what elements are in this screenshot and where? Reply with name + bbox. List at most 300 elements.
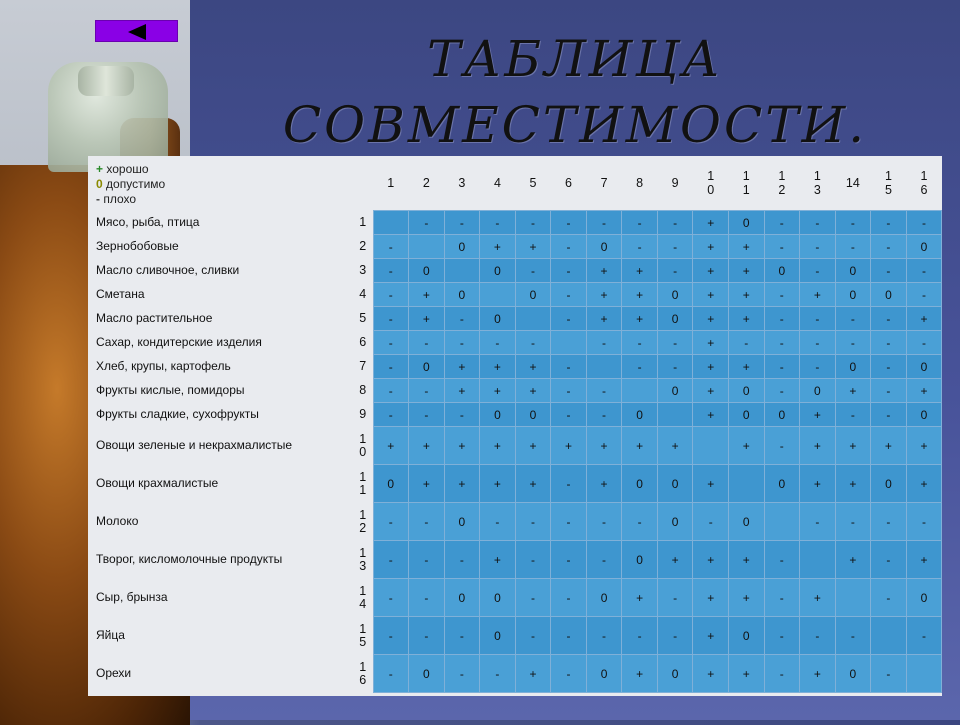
compatibility-cell: + bbox=[728, 235, 764, 259]
row-product-name: Хлеб, крупы, картофель bbox=[96, 359, 231, 373]
legend-item-good: + хорошо bbox=[96, 162, 149, 176]
compatibility-cell: + bbox=[835, 427, 871, 465]
row-product-name: Зернобобовые bbox=[96, 239, 179, 253]
compatibility-cell: - bbox=[551, 579, 587, 617]
compatibility-cell: - bbox=[444, 331, 480, 355]
compatibility-cell bbox=[515, 307, 551, 331]
table-row bbox=[88, 307, 942, 331]
compatibility-cell: + bbox=[586, 465, 622, 503]
compatibility-cell: 0 bbox=[409, 259, 445, 283]
compatibility-cell: - bbox=[622, 355, 658, 379]
row-number: 7 bbox=[359, 359, 367, 373]
compatibility-cell: - bbox=[586, 617, 622, 655]
compatibility-cell: - bbox=[373, 403, 409, 427]
compatibility-cell: - bbox=[764, 307, 800, 331]
row-number: 6 bbox=[359, 335, 367, 349]
compatibility-cell: - bbox=[551, 211, 587, 235]
compatibility-cell: - bbox=[480, 331, 516, 355]
compatibility-cell: + bbox=[693, 331, 729, 355]
compatibility-cell: - bbox=[409, 331, 445, 355]
compatibility-cell: - bbox=[409, 379, 445, 403]
back-button[interactable] bbox=[95, 20, 178, 42]
column-header-1: 1 bbox=[387, 176, 395, 190]
legend-item-acceptable: 0 допустимо bbox=[96, 177, 166, 191]
compatibility-cell: - bbox=[764, 427, 800, 465]
compatibility-cell: 0 bbox=[871, 283, 907, 307]
compatibility-cell: - bbox=[871, 503, 907, 541]
compatibility-cell: - bbox=[586, 403, 622, 427]
compatibility-cell: - bbox=[515, 617, 551, 655]
compatibility-cell: + bbox=[480, 427, 516, 465]
compatibility-cell: 0 bbox=[480, 307, 516, 331]
legend bbox=[96, 162, 165, 207]
compatibility-cell: - bbox=[480, 655, 516, 693]
compatibility-cell: - bbox=[657, 259, 693, 283]
row-product-name: Сметана bbox=[96, 287, 145, 301]
compatibility-cell: - bbox=[551, 655, 587, 693]
compatibility-cell: + bbox=[693, 259, 729, 283]
compatibility-cell bbox=[871, 617, 907, 655]
compatibility-table-panel bbox=[88, 156, 942, 696]
row-product-name: Масло растительное bbox=[96, 311, 213, 325]
row-number: 1 1 bbox=[359, 469, 367, 497]
compatibility-cell bbox=[444, 259, 480, 283]
column-header-7: 7 bbox=[600, 176, 608, 190]
compatibility-cell: + bbox=[693, 355, 729, 379]
arrow-left-icon bbox=[128, 24, 146, 40]
compatibility-cell: - bbox=[515, 579, 551, 617]
compatibility-cell: - bbox=[551, 541, 587, 579]
compatibility-cell: - bbox=[764, 235, 800, 259]
compatibility-cell: - bbox=[800, 331, 836, 355]
compatibility-cell: - bbox=[622, 211, 658, 235]
table-row bbox=[88, 259, 942, 283]
compatibility-cell: - bbox=[444, 211, 480, 235]
compatibility-cell: + bbox=[835, 541, 871, 579]
column-header-12: 1 2 bbox=[778, 169, 786, 197]
row-number: 8 bbox=[359, 383, 367, 397]
table-row bbox=[88, 465, 942, 503]
compatibility-cell: 0 bbox=[871, 465, 907, 503]
compatibility-cell: + bbox=[586, 307, 622, 331]
compatibility-cell: - bbox=[657, 211, 693, 235]
compatibility-cell: 0 bbox=[728, 617, 764, 655]
compatibility-cell: + bbox=[551, 427, 587, 465]
compatibility-cell: + bbox=[728, 541, 764, 579]
compatibility-cell: - bbox=[764, 283, 800, 307]
compatibility-cell: + bbox=[586, 259, 622, 283]
row-number: 4 bbox=[359, 287, 367, 301]
compatibility-cell: - bbox=[444, 541, 480, 579]
compatibility-cell: - bbox=[373, 617, 409, 655]
compatibility-cell: - bbox=[657, 617, 693, 655]
compatibility-cell: 0 bbox=[728, 503, 764, 541]
compatibility-cell: 0 bbox=[515, 283, 551, 307]
table-row bbox=[88, 331, 942, 355]
compatibility-cell: + bbox=[586, 427, 622, 465]
compatibility-cell: + bbox=[444, 355, 480, 379]
compatibility-cell: - bbox=[551, 259, 587, 283]
compatibility-cell: + bbox=[622, 307, 658, 331]
table-row bbox=[88, 235, 942, 259]
compatibility-cell: - bbox=[800, 259, 836, 283]
compatibility-cell: 0 bbox=[586, 655, 622, 693]
row-product-name: Овощи крахмалистые bbox=[96, 476, 219, 490]
column-header-14: 14 bbox=[845, 176, 860, 190]
compatibility-cell: - bbox=[764, 211, 800, 235]
compatibility-cell: + bbox=[728, 579, 764, 617]
legend-cell bbox=[88, 156, 353, 211]
compatibility-cell: + bbox=[515, 655, 551, 693]
compatibility-cell: - bbox=[373, 235, 409, 259]
compatibility-cell: + bbox=[622, 655, 658, 693]
compatibility-cell: - bbox=[409, 617, 445, 655]
row-product-name: Яйца bbox=[96, 628, 125, 642]
compatibility-cell: - bbox=[764, 355, 800, 379]
row-number-header bbox=[353, 156, 373, 211]
compatibility-cell: + bbox=[409, 427, 445, 465]
compatibility-cell: - bbox=[871, 307, 907, 331]
compatibility-cell: + bbox=[906, 379, 942, 403]
compatibility-cell: - bbox=[871, 403, 907, 427]
compatibility-cell: 0 bbox=[515, 403, 551, 427]
compatibility-cell: - bbox=[373, 307, 409, 331]
compatibility-cell bbox=[835, 579, 871, 617]
compatibility-cell: + bbox=[444, 427, 480, 465]
compatibility-cell: - bbox=[871, 655, 907, 693]
compatibility-cell bbox=[657, 403, 693, 427]
compatibility-cell bbox=[409, 235, 445, 259]
compatibility-cell: - bbox=[871, 355, 907, 379]
compatibility-cell: - bbox=[515, 211, 551, 235]
page-title-line-2: СОВМЕСТИМОСТИ. bbox=[282, 96, 868, 154]
compatibility-cell: + bbox=[373, 427, 409, 465]
compatibility-cell: - bbox=[835, 503, 871, 541]
compatibility-cell bbox=[586, 355, 622, 379]
compatibility-cell: - bbox=[480, 211, 516, 235]
row-number: 3 bbox=[359, 263, 367, 277]
table-row bbox=[88, 579, 942, 617]
compatibility-cell: + bbox=[480, 355, 516, 379]
compatibility-cell: - bbox=[444, 307, 480, 331]
compatibility-cell: + bbox=[800, 427, 836, 465]
row-product-name: Сахар, кондитерские изделия bbox=[96, 335, 262, 349]
compatibility-cell: + bbox=[871, 427, 907, 465]
compatibility-cell: - bbox=[551, 465, 587, 503]
compatibility-cell: - bbox=[409, 211, 445, 235]
compatibility-cell: + bbox=[906, 465, 942, 503]
row-product-name: Мясо, рыба, птица bbox=[96, 215, 200, 229]
compatibility-cell: 0 bbox=[373, 465, 409, 503]
compatibility-cell: 0 bbox=[444, 579, 480, 617]
row-number: 9 bbox=[359, 407, 367, 421]
compatibility-cell: + bbox=[800, 283, 836, 307]
compatibility-cell: - bbox=[728, 331, 764, 355]
compatibility-cell: - bbox=[551, 503, 587, 541]
compatibility-cell bbox=[800, 541, 836, 579]
compatibility-cell: + bbox=[480, 541, 516, 579]
compatibility-cell bbox=[551, 331, 587, 355]
table-row bbox=[88, 211, 942, 235]
compatibility-cell: - bbox=[871, 331, 907, 355]
row-number: 1 5 bbox=[359, 621, 367, 649]
compatibility-cell: + bbox=[728, 427, 764, 465]
compatibility-cell: + bbox=[480, 235, 516, 259]
row-product-name: Молоко bbox=[96, 514, 139, 528]
compatibility-cell: 0 bbox=[444, 503, 480, 541]
table-row bbox=[88, 541, 942, 579]
compatibility-cell: - bbox=[800, 503, 836, 541]
compatibility-cell: - bbox=[657, 355, 693, 379]
compatibility-cell: 0 bbox=[480, 579, 516, 617]
compatibility-cell: 0 bbox=[444, 283, 480, 307]
compatibility-cell: - bbox=[800, 307, 836, 331]
compatibility-cell: + bbox=[693, 211, 729, 235]
compatibility-cell: - bbox=[906, 617, 942, 655]
compatibility-cell: - bbox=[409, 541, 445, 579]
compatibility-cell: 0 bbox=[764, 259, 800, 283]
compatibility-cell: - bbox=[373, 355, 409, 379]
compatibility-cell: 0 bbox=[906, 403, 942, 427]
compatibility-cell: 0 bbox=[409, 355, 445, 379]
compatibility-cell: + bbox=[800, 403, 836, 427]
compatibility-cell: - bbox=[444, 403, 480, 427]
compatibility-cell: + bbox=[444, 465, 480, 503]
compatibility-cell: 0 bbox=[657, 307, 693, 331]
compatibility-cell: + bbox=[515, 355, 551, 379]
compatibility-cell: + bbox=[728, 655, 764, 693]
column-header-11: 1 1 bbox=[742, 169, 750, 197]
compatibility-cell: + bbox=[835, 379, 871, 403]
compatibility-cell: - bbox=[657, 235, 693, 259]
compatibility-cell: 0 bbox=[480, 403, 516, 427]
column-header-8: 8 bbox=[636, 176, 644, 190]
compatibility-cell: + bbox=[728, 283, 764, 307]
compatibility-cell: 0 bbox=[622, 465, 658, 503]
compatibility-cell: 0 bbox=[622, 541, 658, 579]
compatibility-cell: - bbox=[835, 211, 871, 235]
compatibility-cell: 0 bbox=[800, 379, 836, 403]
compatibility-cell: - bbox=[764, 655, 800, 693]
compatibility-cell: - bbox=[409, 403, 445, 427]
compatibility-cell: 0 bbox=[906, 235, 942, 259]
compatibility-cell: - bbox=[835, 235, 871, 259]
table-row bbox=[88, 427, 942, 465]
compatibility-cell: + bbox=[480, 379, 516, 403]
compatibility-cell bbox=[764, 503, 800, 541]
row-number: 1 3 bbox=[359, 545, 367, 573]
row-product-name: Орехи bbox=[96, 666, 132, 680]
column-header-16: 1 6 bbox=[920, 169, 928, 197]
compatibility-cell: 0 bbox=[444, 235, 480, 259]
compatibility-cell: - bbox=[764, 541, 800, 579]
compatibility-cell: + bbox=[409, 465, 445, 503]
compatibility-cell: - bbox=[551, 283, 587, 307]
compatibility-cell: 0 bbox=[764, 403, 800, 427]
compatibility-cell: 0 bbox=[764, 465, 800, 503]
compatibility-cell: - bbox=[622, 235, 658, 259]
row-product-name: Фрукты кислые, помидоры bbox=[96, 383, 245, 397]
compatibility-cell: + bbox=[515, 379, 551, 403]
compatibility-cell: 0 bbox=[480, 617, 516, 655]
compatibility-cell: - bbox=[764, 331, 800, 355]
row-product-name: Творог, кисломолочные продукты bbox=[96, 552, 283, 566]
compatibility-cell: - bbox=[586, 503, 622, 541]
compatibility-cell: - bbox=[586, 541, 622, 579]
table-row bbox=[88, 503, 942, 541]
compatibility-cell: - bbox=[871, 211, 907, 235]
glass-bottle-neck-decoration bbox=[78, 66, 134, 96]
compatibility-cell: - bbox=[551, 403, 587, 427]
compatibility-cell: + bbox=[622, 427, 658, 465]
compatibility-cell: - bbox=[586, 331, 622, 355]
compatibility-cell: + bbox=[693, 541, 729, 579]
table-row bbox=[88, 403, 942, 427]
compatibility-cell bbox=[693, 427, 729, 465]
compatibility-cell bbox=[373, 211, 409, 235]
compatibility-cell: - bbox=[409, 503, 445, 541]
compatibility-cell: - bbox=[551, 379, 587, 403]
compatibility-cell bbox=[906, 655, 942, 693]
compatibility-cell: + bbox=[409, 307, 445, 331]
compatibility-cell: + bbox=[444, 379, 480, 403]
compatibility-cell: - bbox=[906, 283, 942, 307]
compatibility-cell: - bbox=[835, 403, 871, 427]
column-header-4: 4 bbox=[493, 176, 501, 190]
compatibility-cell: - bbox=[871, 579, 907, 617]
compatibility-cell: 0 bbox=[835, 655, 871, 693]
compatibility-cell: - bbox=[373, 579, 409, 617]
compatibility-cell: - bbox=[480, 503, 516, 541]
compatibility-cell: + bbox=[586, 283, 622, 307]
compatibility-cell: - bbox=[551, 617, 587, 655]
compatibility-cell: 0 bbox=[835, 283, 871, 307]
column-header-15: 1 5 bbox=[884, 169, 892, 197]
compatibility-cell: + bbox=[906, 427, 942, 465]
compatibility-cell: - bbox=[906, 503, 942, 541]
compatibility-cell: + bbox=[622, 283, 658, 307]
compatibility-cell: - bbox=[800, 235, 836, 259]
compatibility-cell: - bbox=[373, 331, 409, 355]
compatibility-cell: 0 bbox=[835, 259, 871, 283]
compatibility-cell: - bbox=[871, 541, 907, 579]
compatibility-cell: + bbox=[657, 427, 693, 465]
compatibility-cell: - bbox=[906, 331, 942, 355]
compatibility-cell: + bbox=[693, 379, 729, 403]
compatibility-cell: - bbox=[586, 379, 622, 403]
compatibility-cell: + bbox=[622, 259, 658, 283]
compatibility-cell: + bbox=[622, 579, 658, 617]
compatibility-cell: - bbox=[515, 259, 551, 283]
compatibility-cell: + bbox=[800, 465, 836, 503]
compatibility-cell: - bbox=[764, 579, 800, 617]
compatibility-cell: - bbox=[515, 541, 551, 579]
compatibility-cell: - bbox=[373, 503, 409, 541]
compatibility-cell: 0 bbox=[480, 259, 516, 283]
row-number: 2 bbox=[359, 239, 367, 253]
compatibility-cell: - bbox=[835, 307, 871, 331]
row-product-name: Сыр, брынза bbox=[96, 590, 168, 604]
compatibility-table bbox=[88, 156, 942, 693]
compatibility-cell: - bbox=[835, 617, 871, 655]
compatibility-cell: - bbox=[800, 355, 836, 379]
compatibility-cell: 0 bbox=[657, 465, 693, 503]
compatibility-cell: - bbox=[906, 211, 942, 235]
compatibility-cell: + bbox=[693, 403, 729, 427]
compatibility-cell: + bbox=[693, 235, 729, 259]
table-row bbox=[88, 379, 942, 403]
compatibility-cell: - bbox=[373, 541, 409, 579]
compatibility-cell: + bbox=[693, 283, 729, 307]
column-header-9: 9 bbox=[671, 176, 679, 190]
compatibility-cell: - bbox=[551, 307, 587, 331]
compatibility-cell: + bbox=[693, 465, 729, 503]
compatibility-cell: - bbox=[657, 579, 693, 617]
compatibility-cell: + bbox=[800, 655, 836, 693]
compatibility-cell: - bbox=[622, 617, 658, 655]
compatibility-cell: - bbox=[800, 211, 836, 235]
compatibility-cell: 0 bbox=[728, 211, 764, 235]
compatibility-cell: - bbox=[551, 355, 587, 379]
row-product-name: Овощи зеленые и некрахмалистые bbox=[96, 438, 293, 452]
compatibility-cell: + bbox=[906, 307, 942, 331]
compatibility-cell: + bbox=[515, 235, 551, 259]
compatibility-cell: - bbox=[373, 379, 409, 403]
compatibility-cell: + bbox=[728, 259, 764, 283]
table-row bbox=[88, 617, 942, 655]
compatibility-cell: - bbox=[835, 331, 871, 355]
compatibility-cell: 0 bbox=[906, 355, 942, 379]
legend-item-bad: - плохо bbox=[96, 192, 137, 206]
compatibility-cell: 0 bbox=[657, 503, 693, 541]
compatibility-cell: + bbox=[657, 541, 693, 579]
compatibility-cell: + bbox=[409, 283, 445, 307]
compatibility-cell: 0 bbox=[657, 379, 693, 403]
compatibility-cell: - bbox=[515, 503, 551, 541]
compatibility-cell: - bbox=[515, 331, 551, 355]
compatibility-cell: + bbox=[515, 465, 551, 503]
compatibility-cell: + bbox=[728, 307, 764, 331]
compatibility-cell: + bbox=[515, 427, 551, 465]
compatibility-cell: + bbox=[480, 465, 516, 503]
compatibility-cell: + bbox=[693, 655, 729, 693]
compatibility-cell: 0 bbox=[586, 579, 622, 617]
compatibility-cell: + bbox=[693, 579, 729, 617]
column-header-2: 2 bbox=[422, 176, 430, 190]
compatibility-cell: 0 bbox=[622, 403, 658, 427]
column-header-13: 1 3 bbox=[813, 169, 821, 197]
row-number: 1 4 bbox=[359, 583, 367, 611]
compatibility-cell: 0 bbox=[409, 655, 445, 693]
compatibility-cell: - bbox=[764, 379, 800, 403]
row-number: 1 6 bbox=[359, 659, 367, 687]
compatibility-cell bbox=[622, 379, 658, 403]
compatibility-cell: - bbox=[409, 579, 445, 617]
compatibility-cell: - bbox=[373, 259, 409, 283]
compatibility-cell: - bbox=[622, 503, 658, 541]
column-header-3: 3 bbox=[458, 176, 466, 190]
compatibility-cell: - bbox=[622, 331, 658, 355]
row-number: 1 0 bbox=[359, 431, 367, 459]
compatibility-cell: 0 bbox=[728, 403, 764, 427]
compatibility-cell: - bbox=[800, 617, 836, 655]
row-product-name: Масло сливочное, сливки bbox=[96, 263, 240, 277]
compatibility-cell: - bbox=[657, 331, 693, 355]
compatibility-cell: - bbox=[871, 235, 907, 259]
compatibility-cell: - bbox=[373, 283, 409, 307]
column-header-6: 6 bbox=[565, 176, 572, 190]
compatibility-cell: - bbox=[764, 617, 800, 655]
